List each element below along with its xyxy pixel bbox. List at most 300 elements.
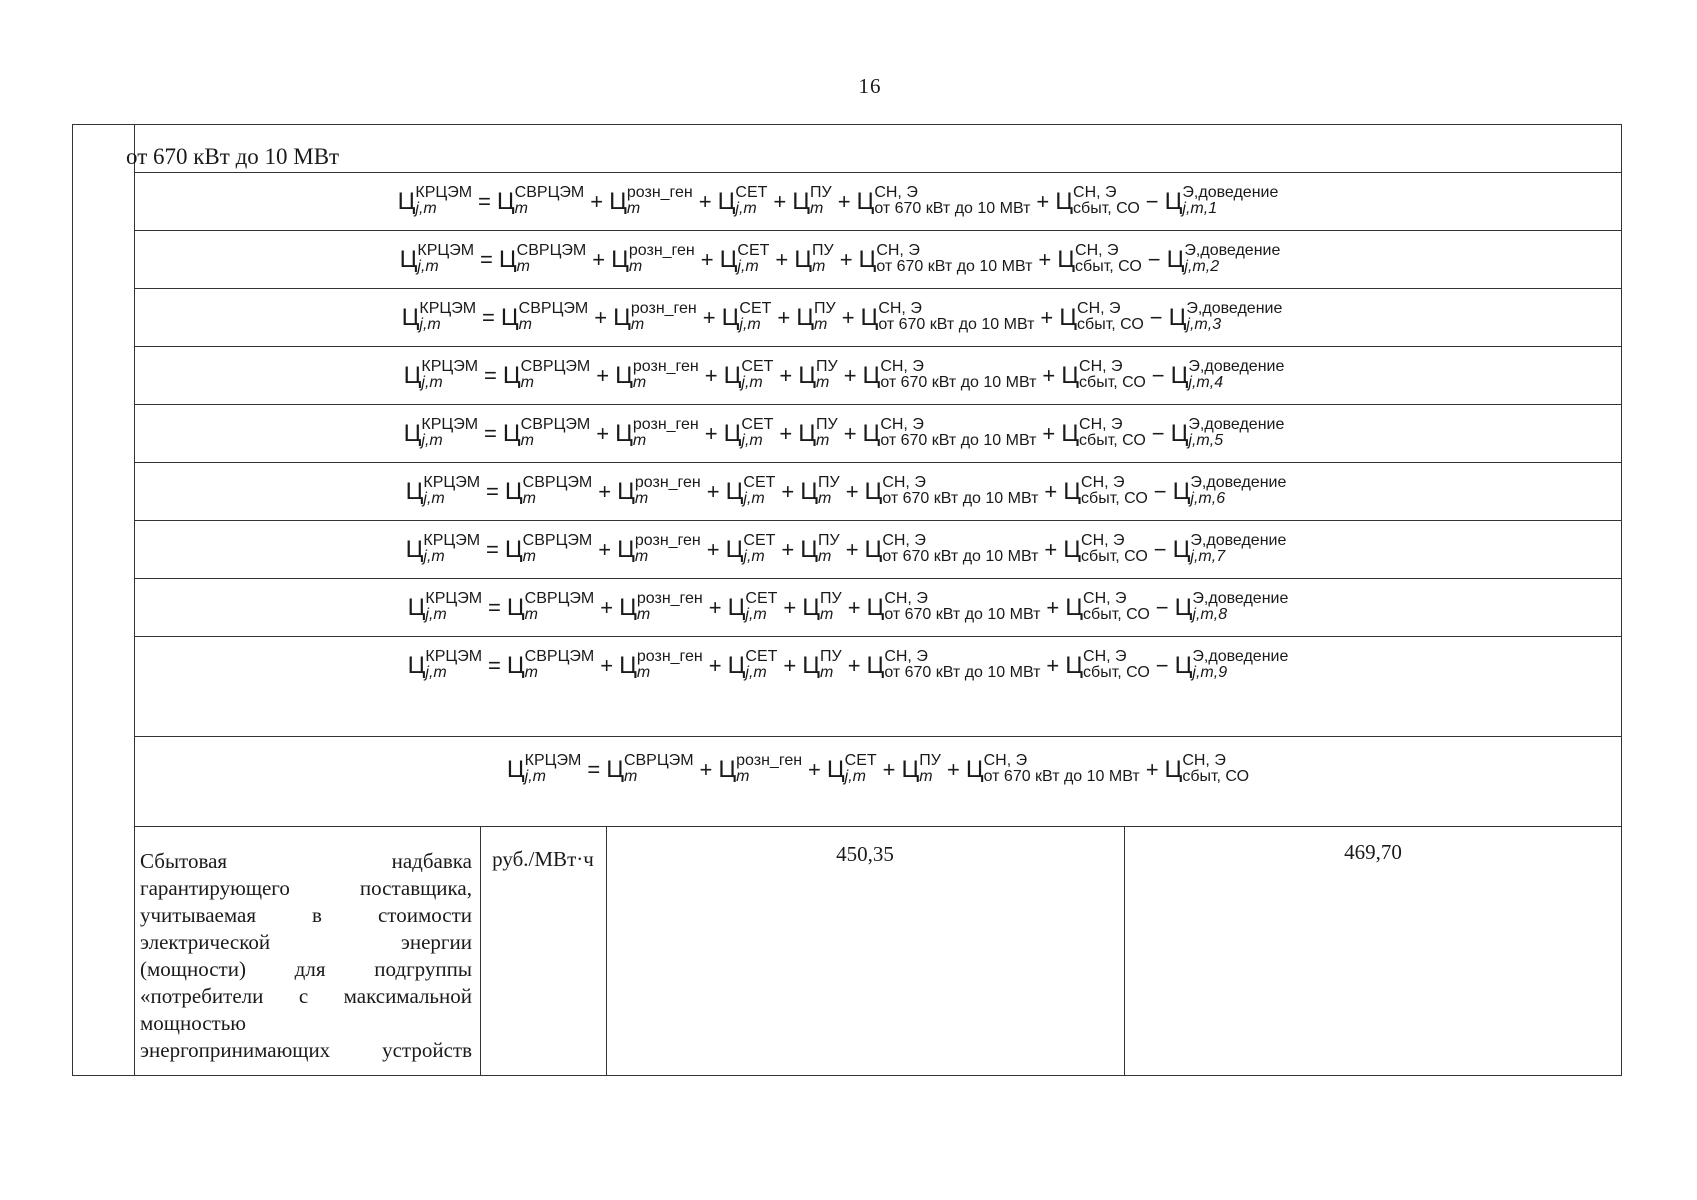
operator: + <box>779 362 793 388</box>
price-symbol: Ц <box>1061 361 1080 389</box>
lhs-term-indices <box>419 301 476 333</box>
formula <box>403 416 1285 451</box>
lhs-term <box>506 752 582 785</box>
price-symbol: Ц <box>403 361 422 389</box>
price-symbol: Ц <box>718 755 737 783</box>
operator: + <box>698 188 712 214</box>
term-markup-sales <box>1057 242 1142 275</box>
operator: + <box>837 188 851 214</box>
subscript: j,m <box>737 258 759 275</box>
row-divider <box>134 736 1622 737</box>
subscript: m <box>820 664 834 681</box>
superscript: Э,доведение <box>1190 474 1287 491</box>
superscript: СН, Э <box>1083 648 1127 665</box>
term-retail-gen-indices <box>637 649 703 681</box>
superscript: СН, Э <box>1081 474 1125 491</box>
subscript: j,m <box>524 768 546 785</box>
price-symbol: Ц <box>617 535 635 563</box>
term-retail-gen-indices <box>635 475 701 507</box>
superscript: СЕТ <box>739 300 772 317</box>
superscript: ПУ <box>812 242 834 259</box>
term-wholesale-indices <box>515 185 585 217</box>
superscript: Э,доведение <box>1186 300 1283 317</box>
lhs-term <box>403 358 479 391</box>
price-symbol: Ц <box>796 303 815 331</box>
superscript: розн_ген <box>628 242 695 259</box>
subscript: сбыт, СО <box>1079 374 1146 391</box>
price-symbol: Ц <box>615 361 633 389</box>
subscript: от 670 кВт до 10 МВт <box>884 664 1041 681</box>
term-retail-gen <box>617 474 701 507</box>
term-markup-range-indices <box>984 753 1140 785</box>
operator: + <box>946 756 960 782</box>
row-divider <box>134 636 1622 637</box>
operator: − <box>1155 652 1169 678</box>
formula <box>399 242 1281 277</box>
formula <box>403 358 1285 393</box>
term-wholesale-indices <box>519 301 589 333</box>
formula <box>407 648 1289 683</box>
term-retail-gen <box>613 300 697 333</box>
term-wholesale <box>504 532 593 565</box>
superscript: Э,доведение <box>1182 184 1279 201</box>
formula <box>407 590 1289 625</box>
superscript: розн_ген <box>630 300 697 317</box>
subscript: сбыт, СО <box>1077 316 1144 333</box>
superscript: Э,доведение <box>1190 532 1287 549</box>
term-markup-sales <box>1065 590 1150 623</box>
term-adjustment-indices <box>1190 533 1286 565</box>
row-divider <box>134 520 1622 521</box>
subscript: j,m <box>745 664 767 681</box>
value-cell-2: 469,70 <box>1344 840 1402 864</box>
operator: + <box>600 594 614 620</box>
price-symbol: Ц <box>1164 755 1183 783</box>
superscript: розн_ген <box>632 358 699 375</box>
row-divider <box>134 172 1622 173</box>
term-network <box>727 590 778 623</box>
price-symbol: Ц <box>862 419 881 447</box>
price-symbol: Ц <box>500 303 519 331</box>
lhs-term-indices <box>425 591 482 623</box>
subscript: j,m <box>415 200 437 217</box>
superscript: СВРЦЭМ <box>524 590 595 607</box>
operator: + <box>1145 756 1159 782</box>
term-wholesale <box>606 752 694 785</box>
subscript: m <box>514 200 528 217</box>
price-symbol: Ц <box>1166 245 1185 273</box>
formula-row <box>134 172 1622 234</box>
row-divider <box>134 288 1622 289</box>
term-wholesale-indices <box>521 417 591 449</box>
superscript: КРЦЭМ <box>421 416 479 433</box>
operator: + <box>845 536 859 562</box>
term-markup-sales <box>1059 300 1144 333</box>
term-infra-indices <box>818 475 840 507</box>
subscript: j,m,7 <box>1190 548 1226 565</box>
row-divider <box>134 578 1622 579</box>
term-network <box>826 752 877 785</box>
superscript: СЕТ <box>743 474 776 491</box>
superscript: СН, Э <box>1079 358 1123 375</box>
operator: + <box>781 478 795 504</box>
subscript: j,m <box>425 606 447 623</box>
operator: − <box>1151 362 1165 388</box>
subscript: сбыт, СО <box>1083 606 1150 623</box>
term-infra <box>798 416 838 449</box>
term-markup-sales-indices <box>1182 753 1249 785</box>
term-retail-gen-indices <box>627 185 693 217</box>
subscript: m <box>630 316 645 333</box>
operator: + <box>841 304 855 330</box>
formula <box>401 300 1283 335</box>
superscript: Э,доведение <box>1188 358 1285 375</box>
subscript: от 670 кВт до 10 МВт <box>884 606 1041 623</box>
markup-label-lines <box>140 848 472 1064</box>
superscript: КРЦЭМ <box>415 184 473 201</box>
term-wholesale <box>506 590 595 623</box>
superscript: СЕТ <box>745 648 778 665</box>
operator: − <box>1153 536 1167 562</box>
term-adjustment-indices <box>1192 591 1288 623</box>
subscript: m <box>626 200 641 217</box>
price-symbol: Ц <box>496 187 515 215</box>
price-symbol: Ц <box>403 419 422 447</box>
price-symbol: Ц <box>860 303 879 331</box>
subscript: j,m <box>421 432 443 449</box>
term-adjustment-indices <box>1186 301 1282 333</box>
superscript: розн_ген <box>626 184 693 201</box>
row-divider <box>134 462 1622 463</box>
subscript: m <box>516 258 530 275</box>
superscript: ПУ <box>818 532 840 549</box>
price-symbol: Ц <box>727 651 746 679</box>
superscript: СН, Э <box>1083 590 1127 607</box>
lhs-term <box>399 242 475 275</box>
term-markup-range <box>858 242 1033 275</box>
subscript: m <box>814 316 828 333</box>
price-symbol: Ц <box>1057 245 1076 273</box>
term-wholesale <box>506 648 595 681</box>
price-symbol: Ц <box>1174 593 1193 621</box>
subscript: m <box>524 606 538 623</box>
price-symbol: Ц <box>798 419 817 447</box>
operator: + <box>773 188 787 214</box>
lhs-term-indices <box>417 243 474 275</box>
term-network-indices <box>741 359 773 391</box>
price-symbol: Ц <box>617 477 635 505</box>
price-symbol: Ц <box>502 419 521 447</box>
term-wholesale <box>502 416 591 449</box>
term-markup-range-indices <box>884 591 1040 623</box>
term-adjustment <box>1174 590 1289 623</box>
subscript: m <box>820 606 834 623</box>
subscript: m <box>520 432 534 449</box>
operator: + <box>598 536 612 562</box>
term-network-indices <box>737 243 769 275</box>
term-retail-gen <box>609 184 693 217</box>
markup-label <box>140 848 472 1064</box>
price-symbol: Ц <box>800 535 819 563</box>
superscript: СВРЦЭМ <box>623 752 694 769</box>
superscript: СЕТ <box>735 184 768 201</box>
superscript: ПУ <box>818 474 840 491</box>
subscript: сбыт, СО <box>1083 664 1150 681</box>
term-markup-sales <box>1063 532 1148 565</box>
price-symbol: Ц <box>1174 651 1193 679</box>
price-symbol: Ц <box>1168 303 1187 331</box>
lhs-term <box>407 648 483 681</box>
operator: = <box>488 652 501 678</box>
superscript: КРЦЭМ <box>423 474 481 491</box>
operator: + <box>783 594 797 620</box>
term-adjustment <box>1174 648 1289 681</box>
operator: + <box>1046 594 1060 620</box>
formula <box>405 474 1287 509</box>
subscript: m <box>919 768 933 785</box>
term-markup-sales-indices <box>1073 185 1140 217</box>
term-network <box>717 184 768 217</box>
operator: + <box>706 536 720 562</box>
formula-row <box>134 346 1622 408</box>
price-symbol: Ц <box>719 245 738 273</box>
price-symbol: Ц <box>1172 477 1191 505</box>
formula <box>405 532 1287 567</box>
subscript: m <box>812 258 826 275</box>
term-network <box>723 358 774 391</box>
subscript: от 670 кВт до 10 МВт <box>880 432 1037 449</box>
term-adjustment <box>1170 416 1285 449</box>
operator: + <box>1046 652 1060 678</box>
price-symbol: Ц <box>506 755 525 783</box>
superscript: КРЦЭМ <box>524 752 582 769</box>
term-infra-indices <box>810 185 832 217</box>
markup-label-line: гарантирующего поставщика, <box>140 876 472 900</box>
superscript: КРЦЭМ <box>417 242 475 259</box>
price-symbol: Ц <box>504 535 523 563</box>
superscript: розн_ген <box>632 416 699 433</box>
subscript: сбыт, СО <box>1182 768 1250 785</box>
superscript: СН, Э <box>1079 416 1123 433</box>
term-retail-gen-indices <box>633 359 699 391</box>
superscript: розн_ген <box>636 590 703 607</box>
term-network <box>723 416 774 449</box>
term-infra-indices <box>814 301 836 333</box>
subscript: j,m <box>844 768 866 785</box>
term-markup-sales-indices <box>1083 591 1150 623</box>
term-infra-indices <box>820 591 842 623</box>
price-symbol: Ц <box>506 593 525 621</box>
operator: + <box>704 420 718 446</box>
subscript: j,m,3 <box>1186 316 1222 333</box>
subscript: m <box>634 548 649 565</box>
formula-row <box>134 462 1622 524</box>
superscript: СН, Э <box>983 752 1028 769</box>
term-markup-range-indices <box>878 301 1034 333</box>
subscript: j,m <box>421 374 443 391</box>
term-network <box>727 648 778 681</box>
operator: − <box>1147 246 1161 272</box>
superscript: СВРЦЭМ <box>524 648 595 665</box>
term-markup-range <box>864 532 1039 565</box>
lhs-term <box>401 300 477 333</box>
subscript: сбыт, СО <box>1081 548 1148 565</box>
price-symbol: Ц <box>725 477 744 505</box>
superscript: ПУ <box>816 416 838 433</box>
term-infra-indices <box>816 417 838 449</box>
superscript: КРЦЭМ <box>419 300 477 317</box>
superscript: Э,доведение <box>1184 242 1281 259</box>
subscript: j,m,8 <box>1192 606 1228 623</box>
subscript: m <box>818 548 832 565</box>
subscript: m <box>816 432 830 449</box>
term-wholesale <box>504 474 593 507</box>
term-wholesale <box>502 358 591 391</box>
operator: = <box>488 594 501 620</box>
term-wholesale-indices <box>521 359 591 391</box>
subscript: m <box>632 432 647 449</box>
price-symbol: Ц <box>1170 361 1189 389</box>
operator: + <box>706 478 720 504</box>
markup-label-line: (мощности) для подгруппы <box>140 957 472 981</box>
superscript: СН, Э <box>880 358 924 375</box>
lhs-term-indices <box>425 649 482 681</box>
term-markup-sales-indices <box>1075 243 1142 275</box>
formula-row-final <box>134 736 1622 806</box>
superscript: СЕТ <box>743 532 776 549</box>
superscript: СН, Э <box>876 242 920 259</box>
lhs-term-indices <box>421 417 478 449</box>
term-wholesale-indices <box>523 533 593 565</box>
subscript: от 670 кВт до 10 МВт <box>882 548 1039 565</box>
operator: + <box>702 304 716 330</box>
subscript: j,m <box>741 374 763 391</box>
operator: − <box>1155 594 1169 620</box>
price-symbol: Ц <box>1170 419 1189 447</box>
subscript: от 670 кВт до 10 МВт <box>882 490 1039 507</box>
operator: + <box>596 362 610 388</box>
operator: + <box>699 756 713 782</box>
term-retail-gen <box>617 532 701 565</box>
term-markup-range <box>860 300 1035 333</box>
lhs-term <box>405 532 481 565</box>
term-network <box>719 242 770 275</box>
term-markup-range-indices <box>880 359 1036 391</box>
superscript: КРЦЭМ <box>421 358 479 375</box>
price-symbol: Ц <box>723 361 742 389</box>
subscript: j,m,2 <box>1184 258 1220 275</box>
term-retail-gen-indices <box>736 753 802 785</box>
term-retail-gen <box>619 590 703 623</box>
term-wholesale-indices <box>525 591 595 623</box>
subscript: m <box>816 374 830 391</box>
term-markup-range <box>862 416 1037 449</box>
term-network-indices <box>741 417 773 449</box>
superscript: СН, Э <box>1077 300 1121 317</box>
row-divider <box>134 404 1622 405</box>
price-symbol: Ц <box>866 651 885 679</box>
operator: + <box>847 652 861 678</box>
superscript: СЕТ <box>737 242 770 259</box>
term-network <box>721 300 772 333</box>
subscript: j,m <box>417 258 439 275</box>
subscript: j,m,4 <box>1188 374 1224 391</box>
price-symbol: Ц <box>1059 303 1078 331</box>
operator: = <box>587 756 601 782</box>
formula-row <box>134 520 1622 582</box>
lhs-term-indices <box>421 359 478 391</box>
superscript: ПУ <box>814 300 836 317</box>
superscript: ПУ <box>820 590 842 607</box>
subscript: сбыт, СО <box>1075 258 1142 275</box>
subscript: m <box>522 490 536 507</box>
lhs-term <box>407 590 483 623</box>
subscript: m <box>520 374 534 391</box>
operator: − <box>1149 304 1163 330</box>
row-divider <box>134 230 1622 231</box>
term-markup-range-indices <box>880 417 1036 449</box>
price-symbol: Ц <box>862 361 881 389</box>
term-infra <box>802 648 842 681</box>
term-adjustment <box>1172 532 1287 565</box>
price-symbol: Ц <box>611 245 629 273</box>
lhs-term <box>405 474 481 507</box>
subscript: m <box>518 316 532 333</box>
price-symbol: Ц <box>399 245 418 273</box>
price-symbol: Ц <box>1055 187 1074 215</box>
formula-row <box>134 404 1622 466</box>
subscript: от 670 кВт до 10 МВт <box>876 258 1033 275</box>
superscript: Э,доведение <box>1192 648 1289 665</box>
term-retail-gen <box>611 242 695 275</box>
unit-cell: руб./МВт·ч <box>492 847 594 871</box>
operator: + <box>1044 478 1058 504</box>
term-adjustment-indices <box>1182 185 1278 217</box>
operator: = <box>486 536 499 562</box>
subscript: j,m <box>735 200 757 217</box>
term-retail-gen-indices <box>637 591 703 623</box>
lhs-term <box>403 416 479 449</box>
superscript: СЕТ <box>741 416 774 433</box>
superscript: розн_ген <box>736 752 803 769</box>
subscript: j,m,1 <box>1182 200 1218 217</box>
subscript: m <box>634 490 649 507</box>
operator: + <box>1042 420 1056 446</box>
term-network-indices <box>845 753 877 785</box>
operator: = <box>484 362 497 388</box>
subscript: j,m <box>419 316 441 333</box>
term-network <box>725 474 776 507</box>
term-markup-sales <box>1065 648 1150 681</box>
operator: − <box>1153 478 1167 504</box>
term-markup-sales <box>1061 358 1146 391</box>
operator: + <box>1042 362 1056 388</box>
price-symbol: Ц <box>798 361 817 389</box>
term-network-indices <box>735 185 767 217</box>
term-infra <box>800 474 840 507</box>
superscript: СЕТ <box>844 752 877 769</box>
price-symbol: Ц <box>864 535 883 563</box>
price-symbol: Ц <box>502 361 521 389</box>
superscript: СН, Э <box>884 648 928 665</box>
price-symbol: Ц <box>1065 651 1084 679</box>
term-network-indices <box>745 649 777 681</box>
term-retail-gen <box>615 416 699 449</box>
lhs-term-indices <box>415 185 472 217</box>
formula <box>397 184 1279 219</box>
subscript: j,m <box>745 606 767 623</box>
subscript: m <box>818 490 832 507</box>
